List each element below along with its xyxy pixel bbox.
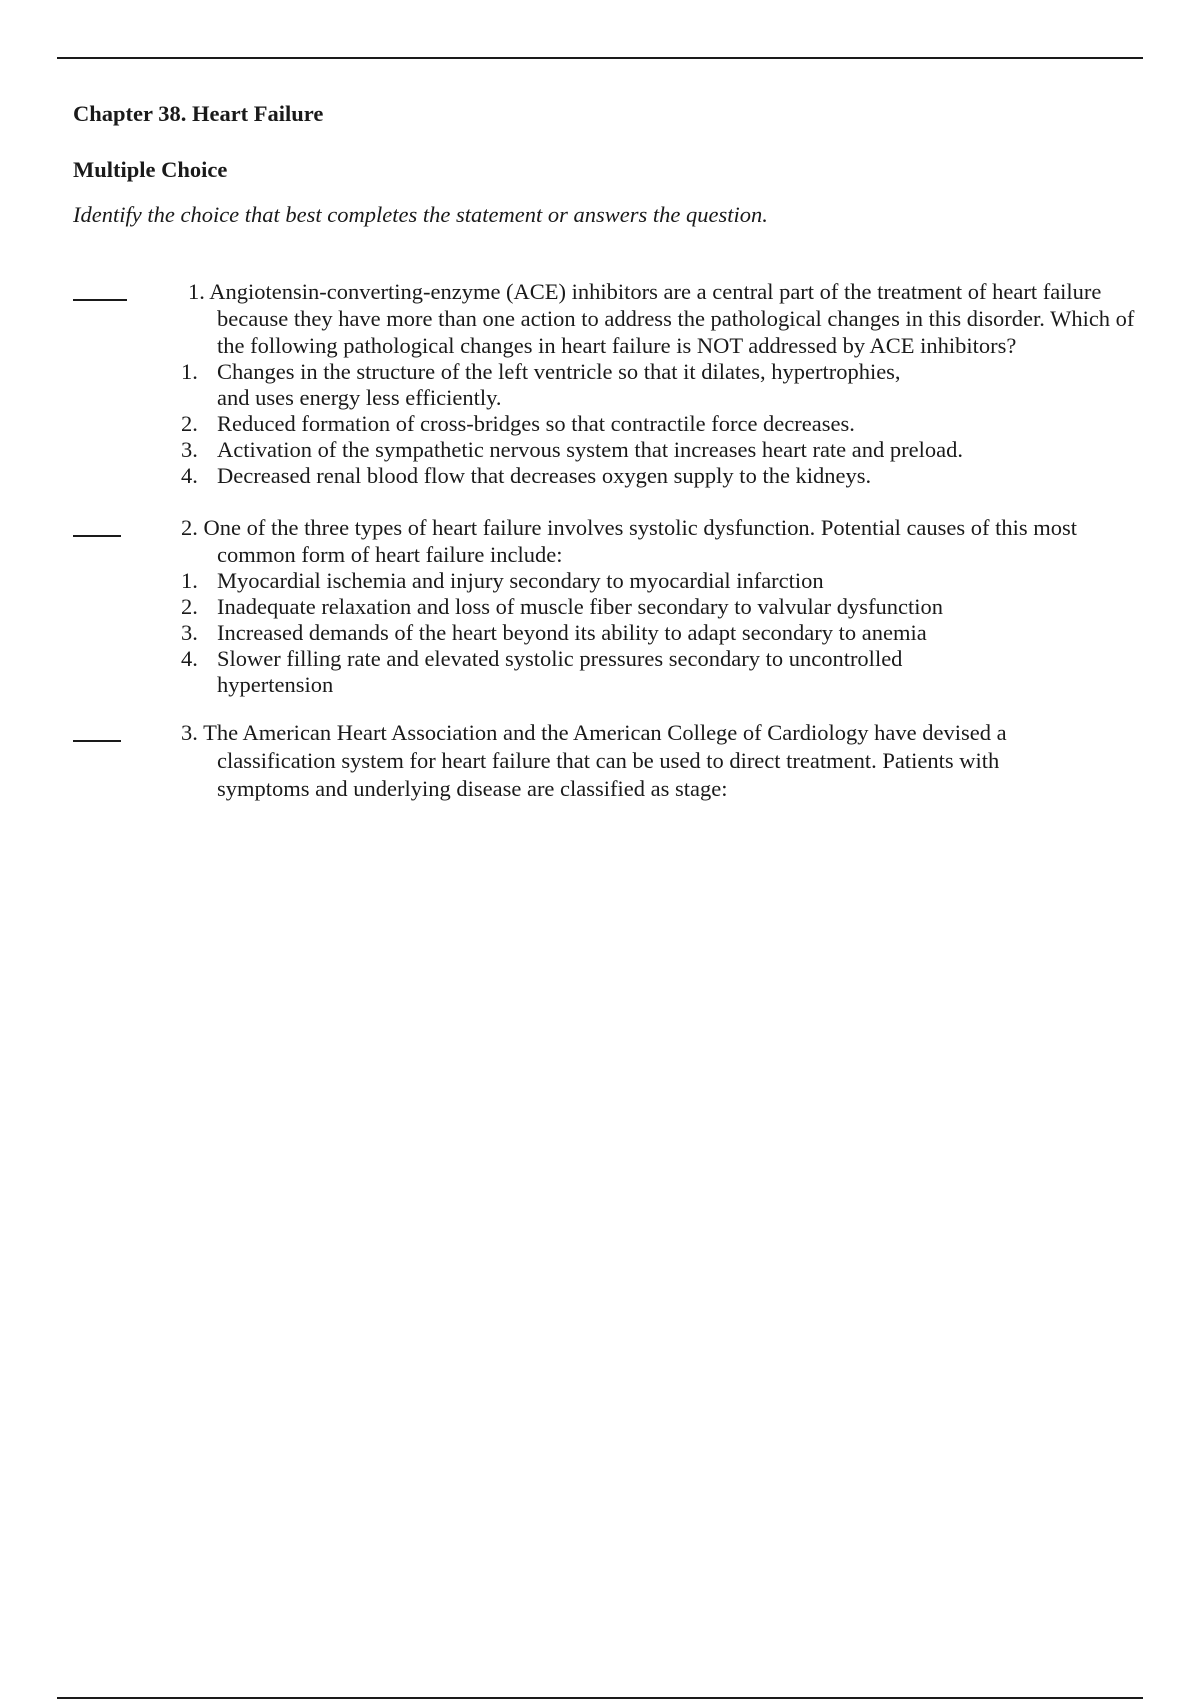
option-number: 3. <box>181 437 198 462</box>
answer-blank[interactable] <box>73 299 127 301</box>
option-3[interactable] <box>181 437 1153 463</box>
question-number: 3. <box>181 720 198 745</box>
option-number: 1. <box>181 359 198 384</box>
option-number: 2. <box>181 594 198 619</box>
option-text: Slower filling rate and elevated systolic pressures secondary to uncontrolled hypertension <box>217 646 903 697</box>
option-list <box>181 568 1153 698</box>
option-number: 4. <box>181 463 198 488</box>
option-4[interactable] <box>181 646 1153 698</box>
option-number: 2. <box>181 411 198 436</box>
top-rule <box>57 57 1143 59</box>
option-list <box>181 359 1153 489</box>
option-text: Changes in the structure of the left ventricle so that it dilates, hypertrophies, and uses energy less efficiently. <box>217 359 901 410</box>
question-number: 1. <box>188 279 205 304</box>
option-number: 3. <box>181 620 198 645</box>
question-text: The American Heart Association and the American College of Cardiology have devised a classification system for heart failure that can be used to direct treatment. Patients with symptoms and underlying disease are classified as stage: <box>203 720 1007 801</box>
option-text: Myocardial ischemia and injury secondary to myocardial infarction <box>217 568 824 593</box>
bottom-rule <box>57 1697 1143 1699</box>
option-number: 1. <box>181 568 198 593</box>
question-number: 2. <box>181 515 198 540</box>
question-1 <box>73 278 1153 489</box>
question-text: Angiotensin-converting-enzyme (ACE) inhibitors are a central part of the treatment of heart failure because they have more than one action to address the pathological changes in this disorder. Which of the following pathological changes in heart failure is NOT addressed by ACE inhibitors? <box>209 279 1135 358</box>
option-3[interactable] <box>181 620 1153 646</box>
option-number: 4. <box>181 646 198 671</box>
option-text: Increased demands of the heart beyond its ability to adapt secondary to anemia <box>217 620 927 645</box>
option-text: Decreased renal blood flow that decreases oxygen supply to the kidneys. <box>217 463 872 488</box>
option-1[interactable] <box>181 568 1153 594</box>
question-3 <box>73 719 1153 803</box>
option-2[interactable] <box>181 411 1153 437</box>
option-1[interactable] <box>181 359 1153 411</box>
answer-blank[interactable] <box>73 535 121 537</box>
question-stem <box>181 719 1077 803</box>
option-text: Inadequate relaxation and loss of muscle fiber secondary to valvular dysfunction <box>217 594 944 619</box>
chapter-title: Chapter 38. Heart Failure <box>73 101 324 126</box>
section-title: Multiple Choice <box>73 157 228 182</box>
instructions: Identify the choice that best completes the statement or answers the question. <box>73 202 768 227</box>
option-text: Reduced formation of cross-bridges so that contractile force decreases. <box>217 411 855 436</box>
question-stem <box>188 278 1153 359</box>
option-2[interactable] <box>181 594 1153 620</box>
option-text: Activation of the sympathetic nervous system that increases heart rate and preload. <box>217 437 963 462</box>
question-text: One of the three types of heart failure involves systolic dysfunction. Potential causes of this most common form of heart failure include: <box>203 515 1078 567</box>
option-4[interactable] <box>181 463 1153 489</box>
answer-blank[interactable] <box>73 740 121 742</box>
question-stem <box>181 514 1157 568</box>
question-2 <box>73 514 1153 698</box>
